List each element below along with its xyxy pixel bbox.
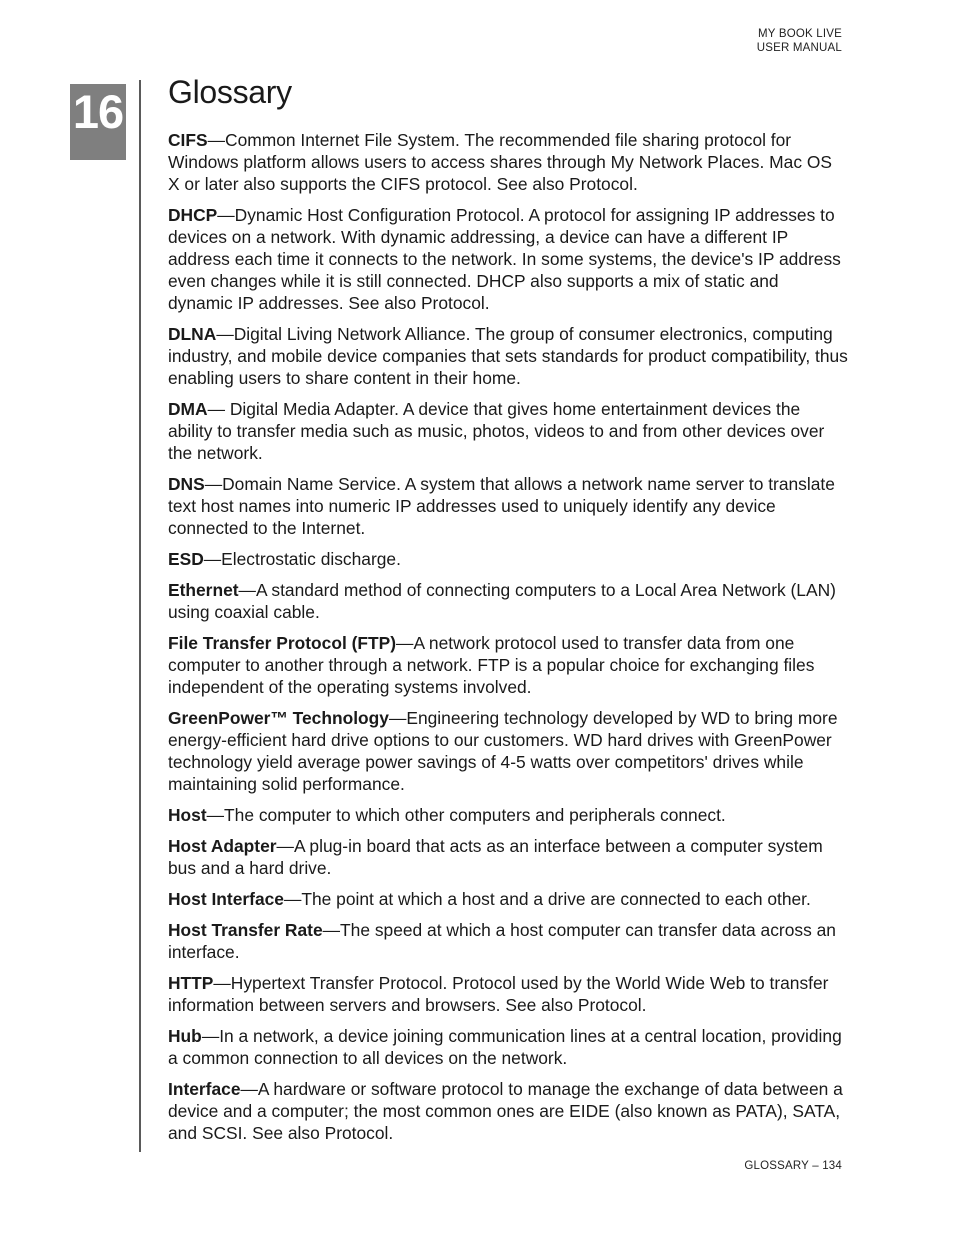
glossary-term: File Transfer Protocol (FTP) [168, 633, 397, 653]
glossary-term: DMA [168, 399, 208, 419]
glossary-term: GreenPower™ Technology [168, 708, 389, 728]
glossary-definition: Digital Media Adapter. A device that gives home entertainment devices the ability to transfer media such as music, photos, videos to and from other devices over the network. [168, 399, 825, 463]
glossary-definition: The speed at which a host computer can transfer data across an interface. [168, 920, 836, 962]
running-header [757, 28, 842, 55]
glossary-term: HTTP [168, 973, 214, 993]
glossary-entry: Host—The computer to which other computers and peripherals connect. [168, 805, 726, 825]
glossary-definition: A standard method of connecting computers to a Local Area Network (LAN) using coaxial cable. [168, 580, 836, 622]
glossary-entry: ESD—Electrostatic discharge. [168, 549, 401, 569]
glossary-entry: File Transfer Protocol (FTP)—A network protocol used to transfer data from one computer to another through a network. FTP is a popular choice for exchanging files independent of the operating systems involved. [168, 633, 815, 697]
glossary-definition: Domain Name Service. A system that allows a network name server to translate text host names into numeric IP addresses used to uniquely identify any device connected to the Internet. [168, 474, 835, 538]
page-number: 134 [822, 1160, 842, 1172]
glossary-entry: Host Interface—The point at which a host and a drive are connected to each other. [168, 889, 811, 909]
vertical-rule [139, 80, 141, 1152]
glossary-term: Interface [168, 1079, 241, 1099]
glossary-definition: Dynamic Host Configuration Protocol. A protocol for assigning IP addresses to devices on a network. With dynamic addressing, a device can have a different IP address each time it connects to the network. In some systems, the device's IP address even changes while it is still connected. DHCP also supports a mix of static and dynamic IP addresses. See also Protocol. [168, 205, 841, 313]
page-title: Glossary [168, 74, 292, 110]
page-footer: GLOSSARY – 134 [744, 1160, 842, 1172]
glossary-term: ESD [168, 549, 204, 569]
footer-section: GLOSSARY [744, 1160, 809, 1172]
glossary-entry: Host Adapter—A plug-in board that acts as an interface between a computer system bus and a hard drive. [168, 836, 823, 878]
glossary-entry: Ethernet—A standard method of connecting computers to a Local Area Network (LAN) using coaxial cable. [168, 580, 836, 622]
glossary-definition: Electrostatic discharge. [221, 549, 401, 569]
glossary-term: Host Interface [168, 889, 284, 909]
glossary-definition: Common Internet File System. The recommended file sharing protocol for Windows platform allows users to access shares through My Network Places. Mac OS X or later also supports the CIFS protocol. See also Protocol. [168, 130, 832, 194]
glossary-term: CIFS [168, 130, 208, 150]
glossary-term: Host Adapter [168, 836, 277, 856]
glossary-term: DNS [168, 474, 205, 494]
glossary-term: DLNA [168, 324, 217, 344]
glossary-definition: The computer to which other computers and peripherals connect. [224, 805, 726, 825]
glossary-entry: Hub—In a network, a device joining communication lines at a central location, providing a common connection to all devices on the network. [168, 1026, 842, 1068]
glossary-term: Hub [168, 1026, 202, 1046]
header-product: MY BOOK LIVE [758, 28, 842, 40]
glossary-entry: Interface—A hardware or software protocol to manage the exchange of data between a device and a computer; the most common ones are EIDE (also known as PATA), SATA, and SCSI. See also Protocol. [168, 1079, 843, 1143]
glossary-definition: Digital Living Network Alliance. The group of consumer electronics, computing industry, and mobile device companies that sets standards for product compatibility, thus enabling users to share content in their home. [168, 324, 848, 388]
glossary-entry: GreenPower™ Technology—Engineering technology developed by WD to bring more energy-efficient hard drive options to our customers. WD hard drives with GreenPower technology yield average power savings of 4-5 watts over competitors' drives while maintaining solid performance. [168, 708, 838, 794]
glossary-entry: DNS—Domain Name Service. A system that allows a network name server to translate text host names into numeric IP addresses used to uniquely identify any device connected to the Internet. [168, 474, 835, 538]
glossary-definition: Engineering technology developed by WD to bring more energy-efficient hard drive options to our customers. WD hard drives with GreenPower technology yield average power savings of 4-5 watts over competitors' drives while maintaining solid performance. [168, 708, 838, 794]
glossary-term: DHCP [168, 205, 218, 225]
glossary-entry: DMA— Digital Media Adapter. A device that gives home entertainment devices the ability to transfer media such as music, photos, videos to and from other devices over the network. [168, 399, 825, 463]
glossary-definition: A plug-in board that acts as an interface between a computer system bus and a hard drive. [168, 836, 823, 878]
glossary-list [168, 129, 848, 1153]
glossary-term: Host Transfer Rate [168, 920, 323, 940]
glossary-entry: HTTP—Hypertext Transfer Protocol. Protocol used by the World Wide Web to transfer information between servers and browsers. See also Protocol. [168, 973, 829, 1015]
glossary-definition: In a network, a device joining communication lines at a central location, providing a common connection to all devices on the network. [168, 1026, 842, 1068]
glossary-entry: DHCP—Dynamic Host Configuration Protocol. A protocol for assigning IP addresses to devices on a network. With dynamic addressing, a device can have a different IP address each time it connects to the network. In some systems, the device's IP address even changes while it is still connected. DHCP also supports a mix of static and dynamic IP addresses. See also Protocol. [168, 205, 841, 313]
glossary-definition: A hardware or software protocol to manage the exchange of data between a device and a computer; the most common ones are EIDE (also known as PATA), SATA, and SCSI. See also Protocol. [168, 1079, 843, 1143]
glossary-entry: DLNA—Digital Living Network Alliance. The group of consumer electronics, computing industry, and mobile device companies that sets standards for product compatibility, thus enabling users to share content in their home. [168, 324, 848, 388]
glossary-definition: A network protocol used to transfer data from one computer to another through a network. FTP is a popular choice for exchanging files independent of the operating systems involved. [168, 633, 815, 697]
glossary-entry: CIFS—Common Internet File System. The recommended file sharing protocol for Windows platform allows users to access shares through My Network Places. Mac OS X or later also supports the CIFS protocol. See also Protocol. [168, 130, 832, 194]
chapter-number-tab: 16 [70, 84, 126, 160]
glossary-entry: Host Transfer Rate—The speed at which a host computer can transfer data across an interface. [168, 920, 836, 962]
glossary-term: Ethernet [168, 580, 239, 600]
header-manual: USER MANUAL [756, 41, 842, 54]
glossary-definition: Hypertext Transfer Protocol. Protocol used by the World Wide Web to transfer information between servers and browsers. See also Protocol. [168, 973, 829, 1015]
glossary-term: Host [168, 805, 207, 825]
glossary-definition: The point at which a host and a drive are connected to each other. [301, 889, 811, 909]
